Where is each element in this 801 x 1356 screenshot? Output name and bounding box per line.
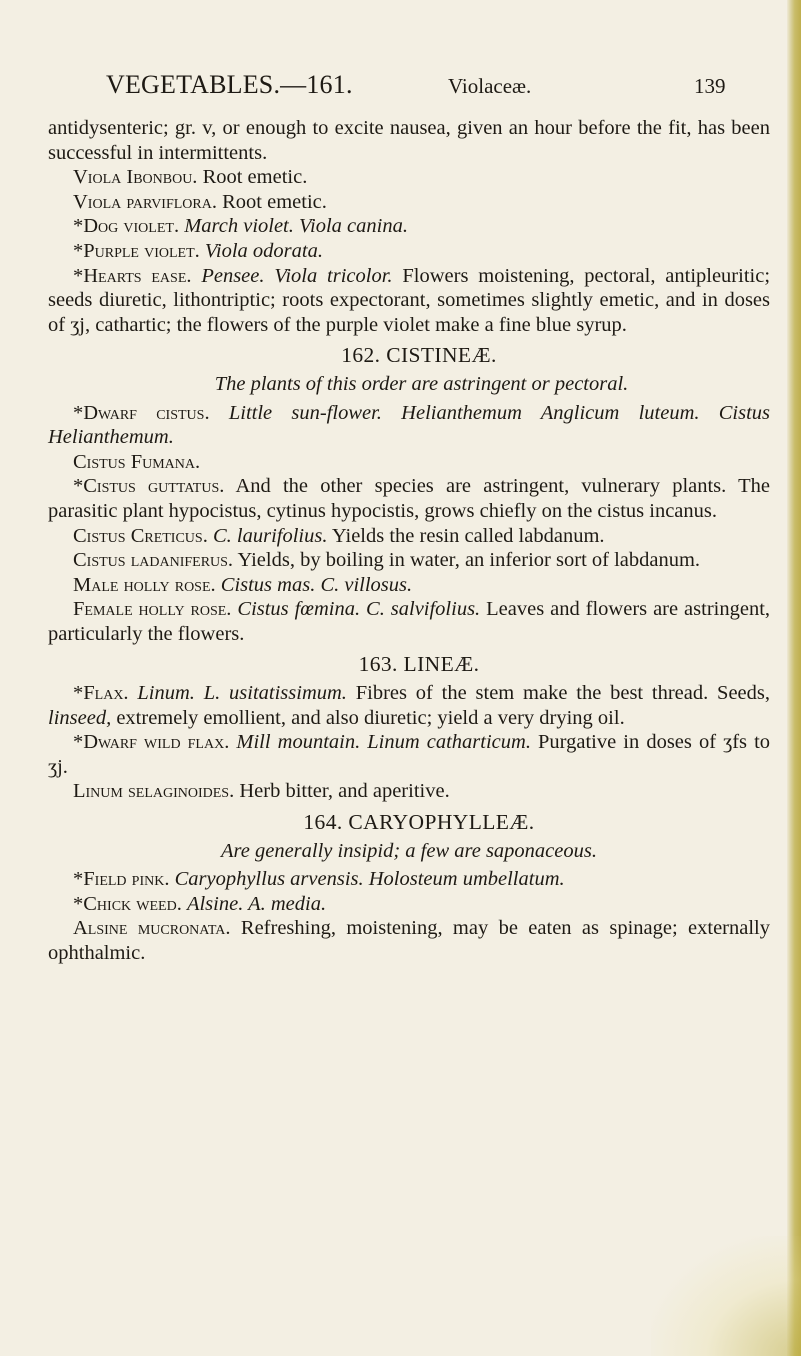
- page-number: 139: [694, 74, 726, 98]
- entry-field-pink: *Field pink. Caryophyllus arvensis. Holosteum umbellatum.: [73, 868, 565, 891]
- entry-hearts-ease: *Hearts ease. Pensee. Viola tricolor. Flowers moistening, pectoral, antipleuritic; seeds diuretic, lithontriptic; roots expectorant, sometimes slightly emetic, and in doses of ʒj, cathartic; the flowers of the purple violet make a fine blue syrup.: [48, 264, 771, 336]
- section-heading-163: 163. LINEÆ.: [358, 652, 480, 677]
- entry-cistus-guttatus: *Cistus guttatus. And the other species are astringent, vulnerary plants. The parasitic plant hypocistus, cytinus hypocistis, grows chiefly on the cistus incanus.: [48, 475, 771, 522]
- section-heading-164: 164. CARYOPHYLLEÆ.: [303, 810, 535, 835]
- entry-chick-weed: *Chick weed. Alsine. A. media.: [73, 892, 327, 915]
- continued-paragraph: antidysenteric; gr. v, or enough to excite nausea, given an hour before the fit, has been successful in intermittents.: [48, 117, 770, 164]
- section-heading-162: 162. CISTINEÆ.: [341, 343, 497, 368]
- page-content: [48, 0, 770, 966]
- section-note-162: The plants of this order are astringent or pectoral.: [214, 372, 629, 395]
- body-text: [48, 116, 770, 966]
- running-title: VEGETABLES.—161.: [106, 70, 353, 99]
- entry-male-holly-rose: Male holly rose. Cistus mas. C. villosus.: [73, 573, 413, 596]
- entry-viola-parviflora: Viola parviflora. Root emetic.: [73, 190, 327, 213]
- entry-flax: *Flax. Linum. L. usitatissimum. Fibres of the stem make the best thread. Seeds, linseed, extremely emollient, and also diuretic; yield a very drying oil.: [48, 682, 771, 729]
- entry-female-holly-rose: Female holly rose. Cistus fœmina. C. salvifolius. Leaves and flowers are astringent, particularly the flowers.: [48, 598, 771, 645]
- running-family: Violaceæ.: [448, 74, 532, 98]
- page-stain: [651, 1236, 801, 1356]
- entry-cistus-ladaniferus: Cistus ladaniferus. Yields, by boiling in water, an inferior sort of labdanum.: [73, 549, 701, 572]
- entry-dwarf-cistus: *Dwarf cistus. Little sun-flower. Helianthemum Anglicum luteum. Cistus Helianthemum.: [48, 401, 771, 449]
- section-note-164: Are generally insipid; a few are saponaceous.: [221, 839, 597, 862]
- entry-cistus-fumana: Cistus Fumana.: [73, 450, 201, 473]
- running-head: [48, 0, 770, 104]
- entry-viola-ibonbou: Viola Ibonbou. Root emetic.: [73, 166, 308, 189]
- entry-dwarf-wild-flax: *Dwarf wild flax. Mill mountain. Linum catharticum. Purgative in doses of ʒfs to ʒj.: [48, 731, 771, 778]
- entry-purple-violet: *Purple violet. Viola odorata.: [73, 239, 323, 262]
- entry-linum-selaginoides: Linum selaginoides. Herb bitter, and aperitive.: [73, 780, 450, 803]
- entry-dog-violet: *Dog violet. March violet. Viola canina.: [73, 215, 408, 238]
- entry-cistus-creticus: Cistus Creticus. C. laurifolius. Yields the resin called labdanum.: [73, 524, 605, 547]
- page-edge: [787, 0, 801, 1356]
- entry-alsine-mucronata: Alsine mucronata. Refreshing, moistening, may be eaten as spinage; externally ophthalmic.: [48, 917, 771, 964]
